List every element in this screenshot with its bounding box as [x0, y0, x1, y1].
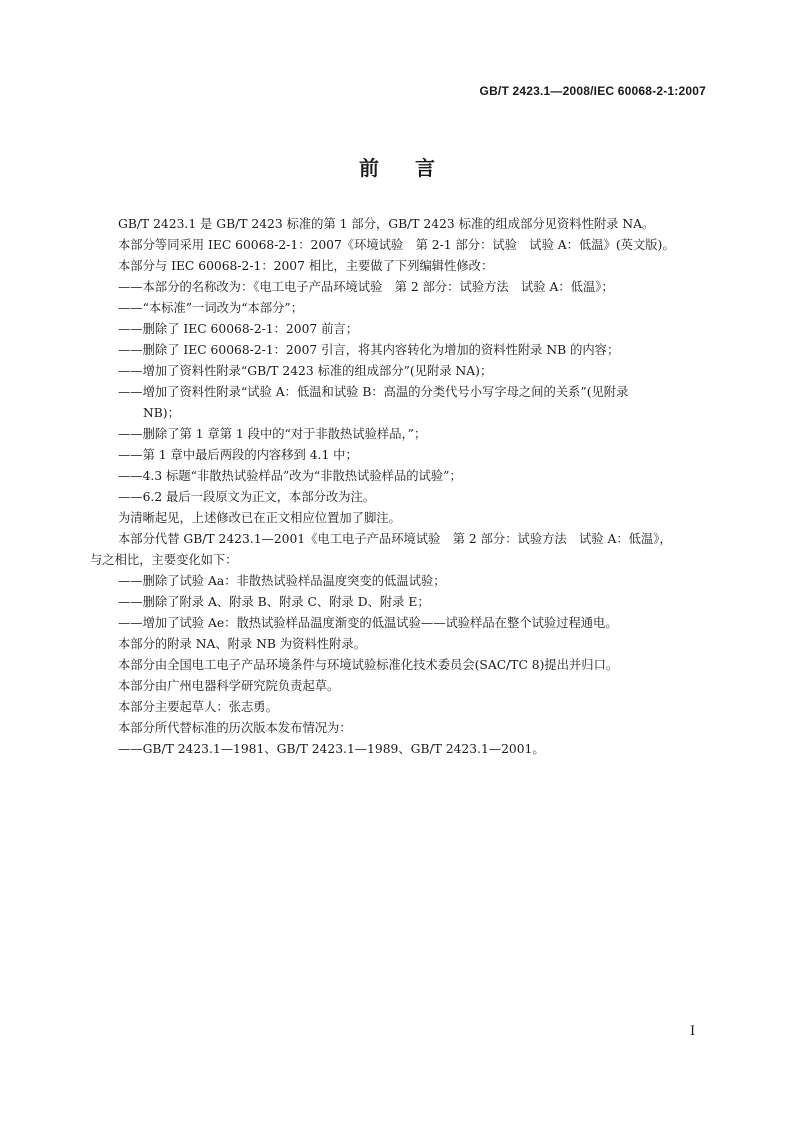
paragraph-line: 本部分与 IEC 60068-2-1：2007 相比，主要做了下列编辑性修改：	[118, 259, 494, 273]
paragraph-line: 本部分等同采用 IEC 60068-2-1：2007《环境试验 第 2-1 部分：试验 试验 A：低温》(英文版)。	[118, 238, 675, 252]
page-title: 前言	[359, 156, 471, 180]
page-number: I	[690, 1024, 696, 1039]
paragraph-line: 本部分由全国电工电子产品环境条件与环境试验标准化技术委员会(SAC/TC 8)提出并归口。	[118, 658, 619, 672]
list-item: ——6.2 最后一段原文为正文，本部分改为注。	[118, 490, 376, 504]
list-item: ——删除了 IEC 60068-2-1：2007 引言，将其内容转化为增加的资料性附录 NB 的内容；	[118, 343, 620, 357]
list-item: ——增加了资料性附录“GB/T 2423 标准的组成部分”(见附录 NA)；	[118, 364, 493, 378]
list-item: ——删除了试验 Aa：非散热试验样品温度突变的低温试验；	[118, 574, 446, 588]
list-item-continuation: NB)；	[143, 406, 180, 420]
paragraph-line: GB/T 2423.1 是 GB/T 2423 标准的第 1 部分，GB/T 2423 标准的组成部分见资料性附录 NA。	[118, 217, 655, 231]
list-item: ——增加了试验 Ae：散热试验样品温度渐变的低温试验——试验样品在整个试验过程通电。	[118, 616, 618, 630]
paragraph-line: 本部分的附录 NA、附录 NB 为资料性附录。	[118, 637, 366, 651]
paragraph-line: 为清晰起见，上述修改已在正文相应位置加了脚注。	[118, 511, 401, 525]
list-item: ——删除了附录 A、附录 B、附录 C、附录 D、附录 E；	[118, 595, 430, 609]
standard-code-header: GB/T 2423.1—2008/IEC 60068-2-1:2007	[479, 84, 706, 98]
list-item: ——增加了资料性附录“试验 A：低温和试验 B：高温的分类代号小写字母之间的关系”(见附录	[118, 385, 629, 399]
paragraph-line: 本部分所代替标准的历次版本发布情况为：	[118, 721, 352, 735]
paragraph-line-continuation: 与之相比，主要变化如下：	[90, 553, 238, 567]
list-item: ——删除了 IEC 60068-2-1：2007 前言；	[118, 322, 359, 336]
list-item: ——4.3 标题“非散热试验样品”改为“非散热试验样品的试验”；	[118, 469, 462, 483]
list-item: ——删除了第 1 章第 1 段中的“对于非散热试验样品，”；	[118, 427, 427, 441]
paragraph-line: 本部分主要起草人：张志勇。	[118, 700, 278, 714]
paragraph-line: 本部分代替 GB/T 2423.1—2001《电工电子产品环境试验 第 2 部分：试验方法 试验 A：低温》，	[118, 532, 672, 546]
list-item: ——“本标准”一词改为“本部分”；	[118, 301, 304, 315]
list-item: ——本部分的名称改为：《电工电子产品环境试验 第 2 部分：试验方法 试验 A：低温》；	[118, 280, 614, 294]
paragraph-line: 本部分由广州电器科学研究院负责起草。	[118, 679, 340, 693]
list-item: ——第 1 章中最后两段的内容移到 4.1 中；	[118, 448, 358, 462]
list-item: ——GB/T 2423.1—1981、GB/T 2423.1—1989、GB/T 2423.1—2001。	[118, 742, 545, 756]
